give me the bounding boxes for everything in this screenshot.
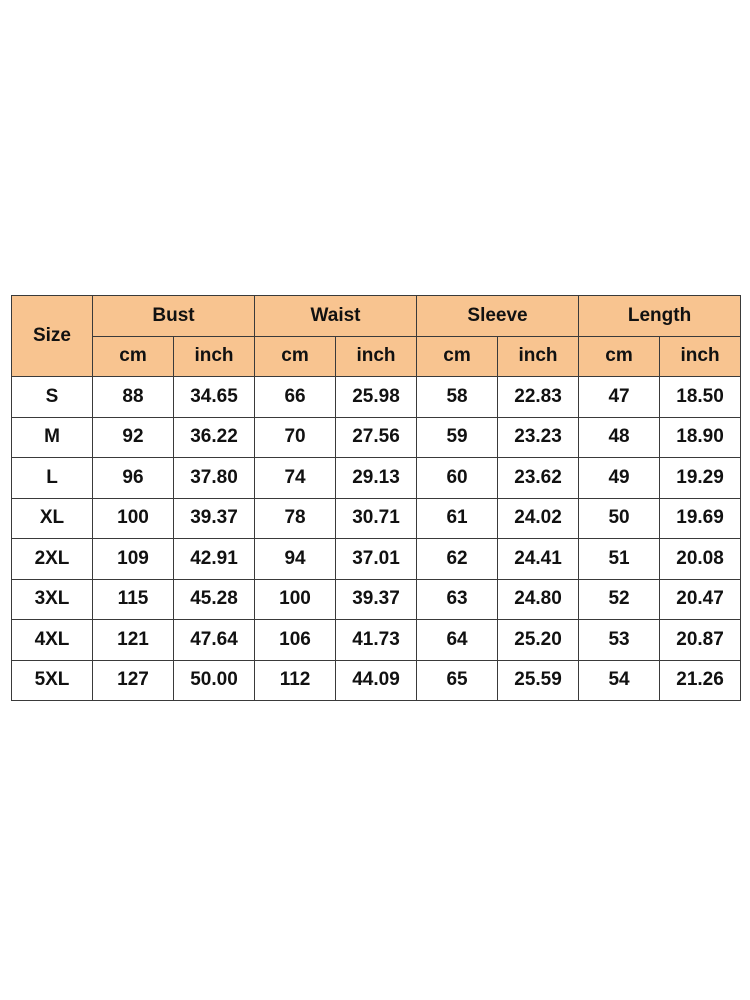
value-cell: 49 (579, 458, 660, 499)
value-cell: 27.56 (336, 417, 417, 458)
value-cell: 25.20 (498, 620, 579, 661)
value-cell: 106 (255, 620, 336, 661)
unit-header: cm (579, 336, 660, 377)
unit-header: inch (660, 336, 741, 377)
size-cell: XL (12, 498, 93, 539)
value-cell: 48 (579, 417, 660, 458)
value-cell: 34.65 (174, 377, 255, 418)
table-row (12, 579, 741, 620)
value-cell: 20.87 (660, 620, 741, 661)
value-cell: 62 (417, 539, 498, 580)
value-cell: 92 (93, 417, 174, 458)
unit-header: cm (417, 336, 498, 377)
table-header (12, 296, 741, 377)
table-row (12, 660, 741, 701)
size-cell: 3XL (12, 579, 93, 620)
unit-header: cm (93, 336, 174, 377)
table-row (12, 377, 741, 418)
value-cell: 23.62 (498, 458, 579, 499)
value-cell: 23.23 (498, 417, 579, 458)
table-row (12, 539, 741, 580)
value-cell: 121 (93, 620, 174, 661)
value-cell: 42.91 (174, 539, 255, 580)
value-cell: 19.69 (660, 498, 741, 539)
value-cell: 61 (417, 498, 498, 539)
value-cell: 100 (255, 579, 336, 620)
value-cell: 58 (417, 377, 498, 418)
value-cell: 112 (255, 660, 336, 701)
value-cell: 41.73 (336, 620, 417, 661)
header-unit-row (12, 336, 741, 377)
value-cell: 24.41 (498, 539, 579, 580)
size-cell: 5XL (12, 660, 93, 701)
value-cell: 59 (417, 417, 498, 458)
value-cell: 94 (255, 539, 336, 580)
header-group-row (12, 296, 741, 337)
table-row (12, 498, 741, 539)
table-row (12, 620, 741, 661)
unit-header: inch (336, 336, 417, 377)
unit-header: cm (255, 336, 336, 377)
value-cell: 37.80 (174, 458, 255, 499)
value-cell: 30.71 (336, 498, 417, 539)
value-cell: 21.26 (660, 660, 741, 701)
value-cell: 39.37 (336, 579, 417, 620)
value-cell: 109 (93, 539, 174, 580)
value-cell: 96 (93, 458, 174, 499)
value-cell: 25.59 (498, 660, 579, 701)
value-cell: 36.22 (174, 417, 255, 458)
size-cell: 2XL (12, 539, 93, 580)
value-cell: 64 (417, 620, 498, 661)
value-cell: 29.13 (336, 458, 417, 499)
table-row (12, 417, 741, 458)
value-cell: 66 (255, 377, 336, 418)
table-row (12, 458, 741, 499)
value-cell: 52 (579, 579, 660, 620)
value-cell: 127 (93, 660, 174, 701)
value-cell: 70 (255, 417, 336, 458)
group-header-bust: Bust (93, 296, 255, 337)
value-cell: 47.64 (174, 620, 255, 661)
value-cell: 19.29 (660, 458, 741, 499)
value-cell: 37.01 (336, 539, 417, 580)
value-cell: 53 (579, 620, 660, 661)
value-cell: 60 (417, 458, 498, 499)
size-cell: S (12, 377, 93, 418)
value-cell: 65 (417, 660, 498, 701)
value-cell: 25.98 (336, 377, 417, 418)
value-cell: 22.83 (498, 377, 579, 418)
group-header-sleeve: Sleeve (417, 296, 579, 337)
size-chart-table (11, 295, 741, 701)
size-cell: 4XL (12, 620, 93, 661)
value-cell: 24.80 (498, 579, 579, 620)
unit-header: inch (498, 336, 579, 377)
unit-header: inch (174, 336, 255, 377)
value-cell: 20.47 (660, 579, 741, 620)
value-cell: 18.90 (660, 417, 741, 458)
value-cell: 39.37 (174, 498, 255, 539)
value-cell: 18.50 (660, 377, 741, 418)
table-body (12, 377, 741, 701)
value-cell: 44.09 (336, 660, 417, 701)
size-cell: M (12, 417, 93, 458)
size-cell: L (12, 458, 93, 499)
value-cell: 45.28 (174, 579, 255, 620)
value-cell: 88 (93, 377, 174, 418)
value-cell: 74 (255, 458, 336, 499)
group-header-waist: Waist (255, 296, 417, 337)
value-cell: 115 (93, 579, 174, 620)
value-cell: 50 (579, 498, 660, 539)
value-cell: 63 (417, 579, 498, 620)
value-cell: 20.08 (660, 539, 741, 580)
value-cell: 78 (255, 498, 336, 539)
value-cell: 51 (579, 539, 660, 580)
group-header-length: Length (579, 296, 741, 337)
value-cell: 24.02 (498, 498, 579, 539)
value-cell: 47 (579, 377, 660, 418)
value-cell: 100 (93, 498, 174, 539)
value-cell: 54 (579, 660, 660, 701)
size-header: Size (12, 296, 93, 377)
value-cell: 50.00 (174, 660, 255, 701)
